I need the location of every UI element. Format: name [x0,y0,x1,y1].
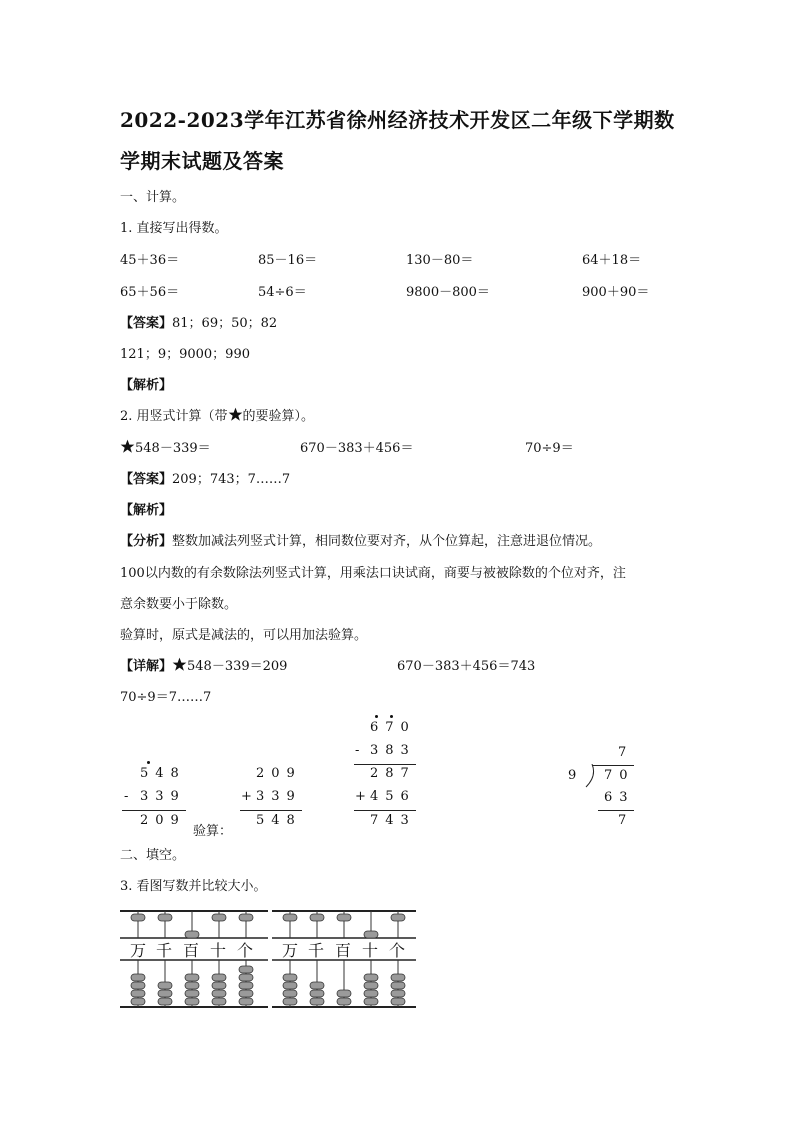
detail-tag: 【详解】 [120,659,173,674]
vcalc-548: 548 [140,766,186,781]
answer-tag: 【答案】 [120,316,173,331]
vcalc-287: 287 [370,766,416,781]
abacus-bead [337,990,351,997]
abacus-bead [239,990,253,997]
answer-tag: 【答案】 [120,472,173,487]
check-label: 验算： [193,824,233,839]
vcalc-743: 743 [370,813,416,828]
abacus-label: 千 [156,941,173,960]
abacus-bead [310,990,324,997]
abacus-bead [158,914,172,921]
q2-detail-line1 [120,655,287,674]
vcalc-line [354,764,416,765]
abacus-label: 千 [308,941,325,960]
abacus-bead [391,914,405,921]
q1-analysis-tag: 【解析】 [120,378,173,393]
q1-answer-line2: 121；9；9000；990 [120,347,250,362]
abacus-bead [131,990,145,997]
q1-item: 900＋90＝ [582,285,650,300]
abacus-bead [283,974,297,981]
vcalc-line [240,810,302,811]
abacus-label: 百 [183,941,200,960]
vcalc-548-result: 548 [256,813,302,828]
abacus-bead [185,974,199,981]
abacus-label: 十 [210,941,227,960]
abacus-bead [391,998,405,1005]
abacus-bead [239,998,253,1005]
q2-prompt-after: 的要验算）。 [242,409,315,424]
division-remainder: 7 [618,813,634,828]
abacus-bead [337,998,351,1005]
abacus-bead [239,966,253,973]
abacus-bead [131,982,145,989]
abacus-bead [212,990,226,997]
star-icon [172,657,187,672]
abacus-bead [310,998,324,1005]
q1-item: 85－16＝ [258,253,318,268]
vcalc-339-check: 339 [256,789,302,804]
star-icon [228,407,243,422]
abacus-label: 个 [389,941,406,960]
vcalc-339: 339 [140,789,186,804]
abacus-bead [364,998,378,1005]
abacus-bead [131,914,145,921]
q1-item: 45＋36＝ [120,253,180,268]
vcalc-670: 670 [370,720,416,735]
abacus-1 [120,905,268,1010]
division-bracket [584,764,596,788]
division-bar [592,765,634,766]
q2-analysis-line2: 100以内数的有余数除法列竖式计算，用乘法口诀试商，商要与被被除数的个位对齐，注 [120,566,626,581]
division-quotient: 7 [618,745,634,760]
q1-item: 65＋56＝ [120,285,180,300]
q2-analysis-line1 [120,530,601,549]
abacus-label: 百 [335,941,352,960]
abacus-label: 个 [237,941,254,960]
detail-text: 548－339＝209 [187,659,288,674]
q2-detail-2: 670－383＋456＝743 [397,659,536,674]
abacus-bead [337,914,351,921]
q2-analysis-tag: 【解析】 [120,503,173,518]
section1-heading: 一、计算。 [120,190,186,205]
abacus-label: 十 [362,941,379,960]
abacus-bead [185,990,199,997]
abacus-bead [391,990,405,997]
abacus-bead [212,982,226,989]
abacus-bead [391,974,405,981]
q2-item-1 [120,437,211,456]
division-divisor: 9 [568,768,584,783]
division-product: 63 [604,790,635,805]
abacus-bead [158,990,172,997]
document-title-line1: 2022-2023学年江苏省徐州经济技术开发区二年级下学期数 [120,108,675,132]
abacus-bead [158,998,172,1005]
plus-sign: + [241,789,259,804]
borrow-dot [375,715,378,718]
star-icon [120,439,135,454]
abacus-bead [310,914,324,921]
abacus-bead [185,931,199,938]
q2-item-text: 548－339＝ [135,441,211,456]
borrow-dot [147,761,150,764]
borrow-dot [390,715,393,718]
abacus-bead [364,974,378,981]
abacus-bead [131,998,145,1005]
abacus-bead [283,982,297,989]
abacus-2 [272,905,416,1010]
abacus-bead [283,914,297,921]
plus-sign: + [355,789,373,804]
division-dividend: 70 [604,768,635,783]
answer-text: 209；743；7……7 [172,472,291,487]
abacus-bead [239,914,253,921]
q1-answer [120,312,277,331]
section2-heading: 二、填空。 [120,848,186,863]
analysis-fenxi-text: 整数加减法列竖式计算，相同数位要对齐，从个位算起，注意进退位情况。 [172,534,602,549]
answer-text: 81；69；50；82 [172,316,278,331]
vcalc-line [354,810,416,811]
abacus-bead [364,990,378,997]
q1-item: 54÷6＝ [258,285,307,300]
vcalc-383: 383 [370,743,416,758]
vcalc-456: 456 [370,789,416,804]
q1-item: 9800－800＝ [406,285,490,300]
abacus-bead [364,931,378,938]
abacus-label: 万 [282,941,299,960]
q3-prompt: 3. 看图写数并比较大小。 [120,879,267,894]
abacus-bead [212,998,226,1005]
abacus-bead [185,998,199,1005]
q2-analysis-line3: 意余数要小于除数。 [120,597,238,612]
abacus-bead [131,974,145,981]
abacus-bead [310,982,324,989]
q2-analysis-line4: 验算时，原式是减法的，可以用加法验算。 [120,628,368,643]
document-title-line2: 学期末试题及答案 [120,149,284,173]
q2-item-3: 70÷9＝ [525,441,574,456]
abacus-bead [364,982,378,989]
analysis-fenxi-tag: 【分析】 [120,534,173,549]
vcalc-209: 209 [140,813,186,828]
division-line [598,810,634,811]
abacus-bead [212,974,226,981]
q1-prompt: 1. 直接写出得数。 [120,221,228,236]
abacus-bead [158,982,172,989]
abacus-bead [239,974,253,981]
vcalc-209-check: 209 [256,766,302,781]
q2-answer [120,468,290,487]
q1-item: 130－80＝ [406,253,474,268]
abacus-bead [239,982,253,989]
abacus-bead [185,982,199,989]
abacus-label: 万 [130,941,147,960]
q2-prompt [120,405,314,424]
abacus-bead [283,998,297,1005]
q1-item: 64＋18＝ [582,253,642,268]
abacus-bead [391,982,405,989]
minus-sign: - [355,743,367,758]
abacus-bead [212,914,226,921]
vcalc-line [122,810,186,811]
minus-sign: - [124,789,136,804]
abacus-bead [283,990,297,997]
q2-detail-3: 70÷9＝7……7 [120,690,212,705]
q2-item-2: 670－383＋456＝ [300,441,414,456]
q2-prompt-before: 2. 用竖式计算（带 [120,409,228,424]
